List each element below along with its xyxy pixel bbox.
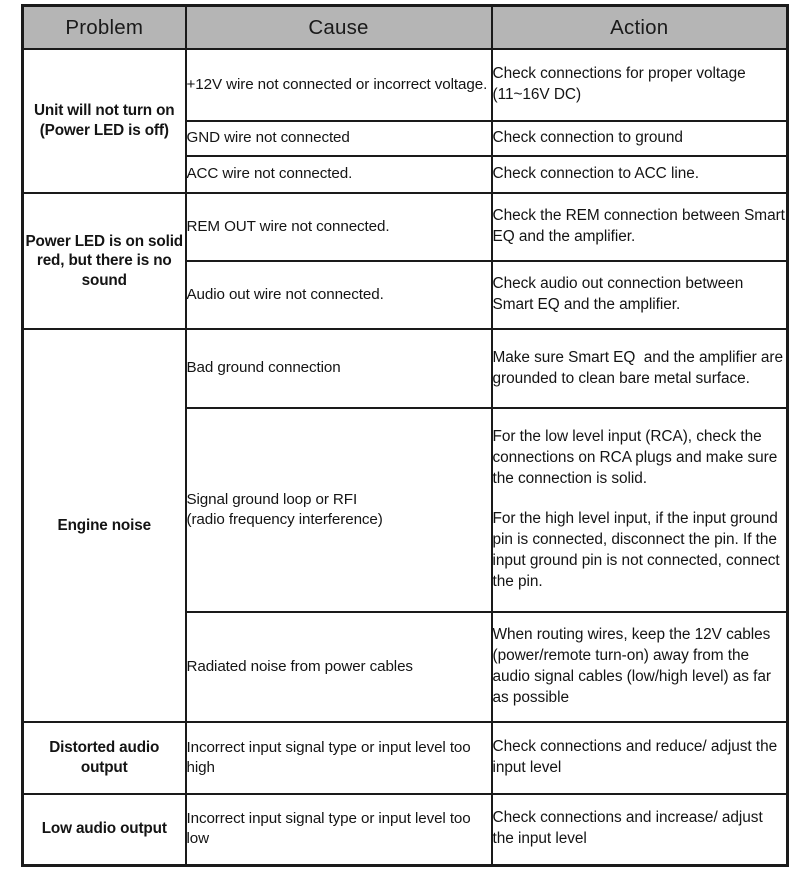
cause-text: +12V wire not connected or incorrect voltage. xyxy=(186,75,488,93)
action-text: Make sure Smart EQ and the amplifier are grounded to clean bare metal surface. xyxy=(492,348,788,387)
action-text: Check connections for proper voltage (11~16V DC) xyxy=(492,65,750,103)
problem-cell-unit-will-not-turn-on xyxy=(23,49,186,193)
problem-line: there is no sound xyxy=(81,252,172,289)
action-cell xyxy=(492,121,788,156)
problem-line: (Power LED is off) xyxy=(39,122,169,139)
problem-line: Distorted audio xyxy=(49,739,160,757)
problem-line: Unit will not turn on xyxy=(34,102,175,120)
action-cell xyxy=(492,408,788,612)
cause-text: Radiated noise from power cables xyxy=(186,657,413,675)
table-row xyxy=(23,193,788,261)
action-text: For the high level input, if the input ground pin is connected, disconnect the pin. If the input ground pin is not connected, connect the pin. xyxy=(492,510,784,591)
cause-text: REM OUT wire not connected. xyxy=(186,217,390,235)
cause-cell xyxy=(186,121,492,156)
cause-cell xyxy=(186,722,492,794)
cause-text: Bad ground connection xyxy=(186,359,341,377)
cause-cell xyxy=(186,612,492,722)
cause-text: Incorrect input signal type or input level too low xyxy=(186,810,475,848)
cause-line: (radio frequency interference) xyxy=(186,511,383,528)
table-header-row xyxy=(23,6,788,50)
cause-cell xyxy=(186,156,492,193)
cause-text: GND wire not connected xyxy=(186,129,350,147)
action-text: Check audio out connection between Smart EQ and the amplifier. xyxy=(492,275,748,313)
action-text: Check connection to ACC line. xyxy=(492,165,699,183)
action-cell xyxy=(492,612,788,722)
action-text: When routing wires, keep the 12V cables (power/remote turn-on) away from the audio signal cables (low/high level) as far as possible xyxy=(492,626,776,706)
table-row xyxy=(23,794,788,865)
table-row xyxy=(23,329,788,408)
action-cell xyxy=(492,722,788,794)
problem-line: solid red, but xyxy=(36,232,183,270)
cause-cell xyxy=(186,193,492,261)
cause-cell xyxy=(186,794,492,865)
action-cell xyxy=(492,156,788,193)
action-cell xyxy=(492,329,788,408)
problem-line: output xyxy=(80,759,128,776)
action-cell xyxy=(492,261,788,329)
problem-cell-engine-noise xyxy=(23,329,186,722)
column-header-action: Action xyxy=(492,6,788,50)
cause-text: Audio out wire not connected. xyxy=(186,285,384,303)
cause-line: Signal ground loop or RFI xyxy=(186,490,358,508)
problem-cell-power-led-solid-red xyxy=(23,193,186,329)
action-text: For the low level input (RCA), check the connections on RCA plugs and make sure the connection is solid. xyxy=(492,427,782,487)
action-cell xyxy=(492,794,788,865)
problem-line: Engine noise xyxy=(57,516,151,534)
action-text: Check connections and increase/ adjust the input level xyxy=(492,809,767,848)
cause-cell xyxy=(186,329,492,408)
cause-text: Incorrect input signal type or input level too high xyxy=(186,738,475,776)
action-text: Check the REM connection between Smart EQ and the amplifier. xyxy=(492,207,790,245)
action-cell xyxy=(492,49,788,121)
problem-line: Low audio output xyxy=(41,820,167,838)
column-header-cause: Cause xyxy=(186,6,492,50)
table-row xyxy=(23,49,788,121)
action-cell xyxy=(492,193,788,261)
cause-cell xyxy=(186,408,492,612)
problem-cell-distorted-audio-output xyxy=(23,722,186,794)
cause-cell xyxy=(186,261,492,329)
problem-cell-low-audio-output xyxy=(23,794,186,865)
cause-cell xyxy=(186,49,492,121)
problem-line: Power LED is on xyxy=(25,232,144,250)
table-row xyxy=(23,722,788,794)
table-body xyxy=(23,49,788,865)
cause-text: ACC wire not connected. xyxy=(186,165,353,183)
troubleshooting-table xyxy=(21,4,789,867)
action-text: Check connection to ground xyxy=(492,129,683,147)
table-header xyxy=(23,6,788,50)
column-header-problem: Problem xyxy=(23,6,186,50)
action-text: Check connections and reduce/ adjust the input level xyxy=(492,738,782,776)
